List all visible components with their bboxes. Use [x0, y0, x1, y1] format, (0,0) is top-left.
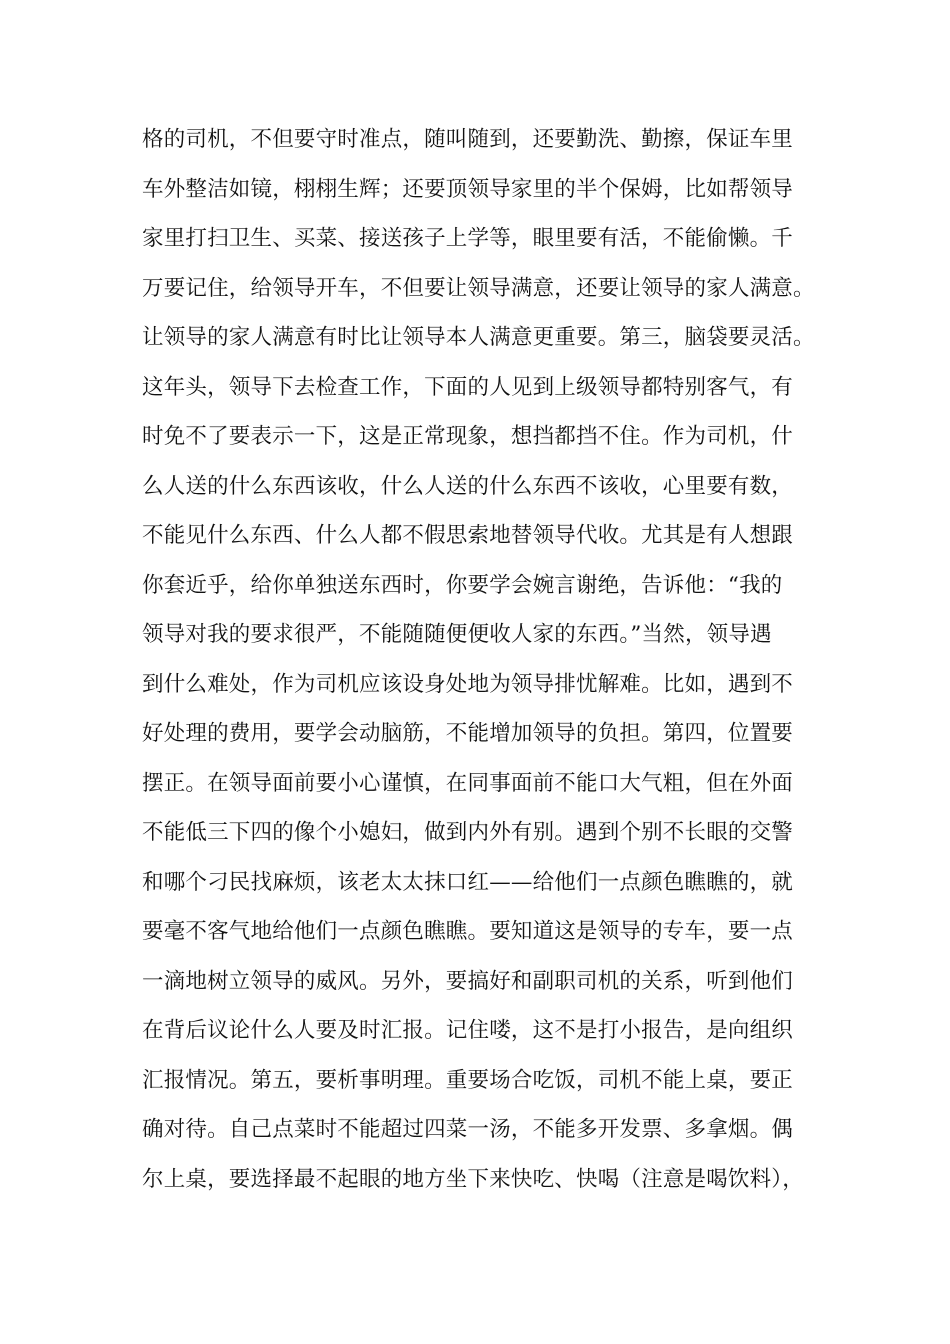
- text-line: 确对待。自己点菜时不能超过四菜一汤，不能多开发票、多拿烟。偶: [142, 1117, 794, 1142]
- text-line: 时免不了要表示一下，这是正常现象，想挡都挡不住。作为司机，什: [142, 424, 794, 449]
- text-line: 在背后议论什么人要及时汇报。记住喽，这不是打小报告，是向组织: [142, 1018, 794, 1043]
- text-line: 领导对我的要求很严，不能随随便便收人家的东西。”当然，领导遇: [142, 622, 772, 647]
- body-text: [142, 120, 832, 1209]
- text-line: 好处理的费用，要学会动脑筋，不能增加领导的负担。第四，位置要: [142, 721, 794, 746]
- text-line: 这年头，领导下去检查工作，下面的人见到上级领导都特别客气，有: [142, 374, 794, 400]
- text-line: 到什么难处，作为司机应该设身处地为领导排忧解难。比如，遇到不: [142, 671, 794, 697]
- text-line: 要毫不客气地给他们一点颜色瞧瞧。要知道这是领导的专车，要一点: [142, 919, 794, 944]
- text-line: 格的司机，不但要守时准点，随叫随到，还要勤洗、勤擦，保证车里: [142, 127, 794, 152]
- text-line: 家里打扫卫生、买菜、接送孩子上学等，眼里要有活，不能偷懒。千: [142, 226, 794, 251]
- text-line: 不能低三下四的像个小媳妇，做到内外有别。遇到个别不长眼的交警: [142, 820, 794, 845]
- text-line: 和哪个刁民找麻烦，该老太太抹口红——给他们一点颜色瞧瞧的，就: [142, 869, 794, 895]
- text-line: 么人送的什么东西该收，什么人送的什么东西不该收，心里要有数，: [142, 473, 794, 499]
- text-line: 摆正。在领导面前要小心谨慎，在同事面前不能口大气粗，但在外面: [142, 770, 794, 796]
- text-line: 你套近乎，给你单独送东西时，你要学会婉言谢绝，告诉他：“我的: [142, 572, 783, 598]
- text-line: 不能见什么东西、什么人都不假思索地替领导代收。尤其是有人想跟: [142, 523, 794, 548]
- text-line: 一滴地树立领导的威风。另外，要搞好和副职司机的关系，听到他们: [142, 968, 794, 994]
- text-line: 汇报情况。第五，要析事明理。重要场合吃饭，司机不能上桌，要正: [142, 1067, 794, 1093]
- text-line: 车外整洁如镜，栩栩生辉；还要顶领导家里的半个保姆，比如帮领导: [142, 176, 794, 202]
- text-line: 尔上桌，要选择最不起眼的地方坐下来快吃、快喝（注意是喝饮料），: [142, 1166, 804, 1192]
- text-line: 万要记住，给领导开车，不但要让领导满意，还要让领导的家人满意。: [142, 275, 815, 301]
- text-line: 让领导的家人满意有时比让领导本人满意更重要。第三，脑袋要灵活。: [142, 325, 815, 350]
